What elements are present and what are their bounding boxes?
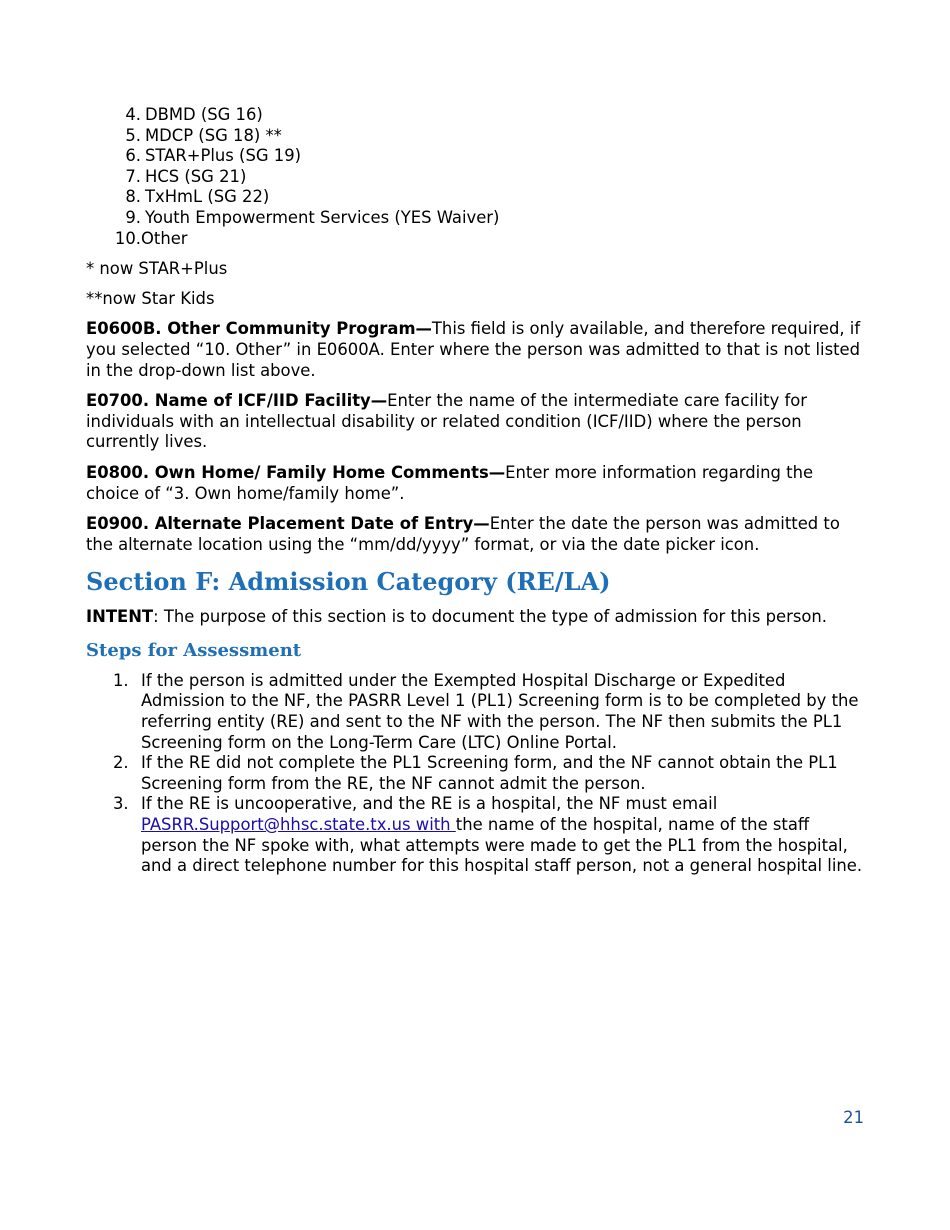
list-item: 9. Youth Empowerment Services (YES Waiver) — [125, 207, 500, 227]
list-item: 3. If the RE is uncooperative, and the RE is a hospital, the NF must email PASRR.Support@hhsc.state.tx.us with the name of the hospital, name of the staff person the NF spoke with, what attempts were made to get the PL1 from the hospital, and a direct telephone number for this hospital staff person, not a general hospital line. — [113, 794, 863, 876]
field-e0800 — [86, 463, 866, 504]
list-item: 4. DBMD (SG 16) — [125, 105, 263, 124]
field-label: E0700. Name of ICF/IID Facility— — [86, 391, 388, 411]
page-number: 21 — [843, 1108, 864, 1127]
intent-text: : The purpose of this section is to document the type of admission for this person. — [153, 607, 827, 627]
list-item: 6. STAR+Plus (SG 19) — [125, 146, 302, 166]
field-description: Enter more information regarding the choice of “3. Own home/family home”. — [86, 462, 814, 503]
list-item: 2. If the RE did not complete the PL1 Screening form, and the NF cannot obtain the PL1 Screening form from the RE, the NF cannot admit the person. — [113, 753, 838, 793]
list-item: 8. TxHmL (SG 22) — [125, 187, 270, 207]
page-content — [86, 105, 866, 877]
field-description: This field is only available, and therefore required, if you selected “10. Other” in E0600A. Enter where the person was admitted to that is not listed in the drop-down list above. — [86, 319, 861, 380]
program-list — [86, 105, 866, 249]
list-item: 7. HCS (SG 21) — [125, 166, 247, 186]
field-label: E0600B. Other Community Program— — [86, 319, 432, 339]
section-title: Section F: Admission Category (RE/LA) — [86, 567, 611, 597]
field-e0600b — [86, 319, 866, 381]
email-link[interactable]: PASRR.Support@hhsc.state.tx.us with — [141, 815, 456, 835]
step3-text-after: the name of the hospital, name of the staff person the NF spoke with, what attempts were made to get the PL1 from the hospital, and a direct telephone number for this hospital staff person, not a general hospital line. — [141, 815, 863, 876]
step3-text-before: If the RE is uncooperative, and the RE is a hospital, the NF must email — [141, 794, 718, 814]
field-description: Enter the date the person was admitted to the alternate location using the “mm/dd/yyyy” format, or via the date picker icon. — [86, 514, 840, 554]
steps-list — [86, 671, 866, 877]
list-item: 10. Other — [114, 228, 188, 248]
intent-label: INTENT — [86, 607, 154, 627]
list-item: 1. If the person is admitted under the Exempted Hospital Discharge or Expedited Admission to the NF, the PASRR Level 1 (PL1) Screening form is to be completed by the referring entity (RE) and sent to the NF with the person. The NF then submits the PL1 Screening form on the Long-Term Care (LTC) Online Portal. — [113, 670, 859, 752]
list-item: 5. MDCP (SG 18) ** — [125, 125, 282, 145]
field-label: E0800. Own Home/ Family Home Comments— — [86, 462, 506, 482]
field-e0900 — [86, 514, 866, 555]
field-e0700 — [86, 391, 866, 453]
intent-paragraph — [86, 607, 866, 628]
steps-heading: Steps for Assessment — [86, 639, 302, 661]
footnote-star: * now STAR+Plus — [86, 259, 228, 279]
field-description: Enter the name of the intermediate care facility for individuals with an intellectual disability or related condition (ICF/IID) where the person currently lives. — [86, 391, 808, 452]
field-label: E0900. Alternate Placement Date of Entry— — [86, 514, 490, 534]
footnote-double-star: **now Star Kids — [86, 288, 215, 308]
